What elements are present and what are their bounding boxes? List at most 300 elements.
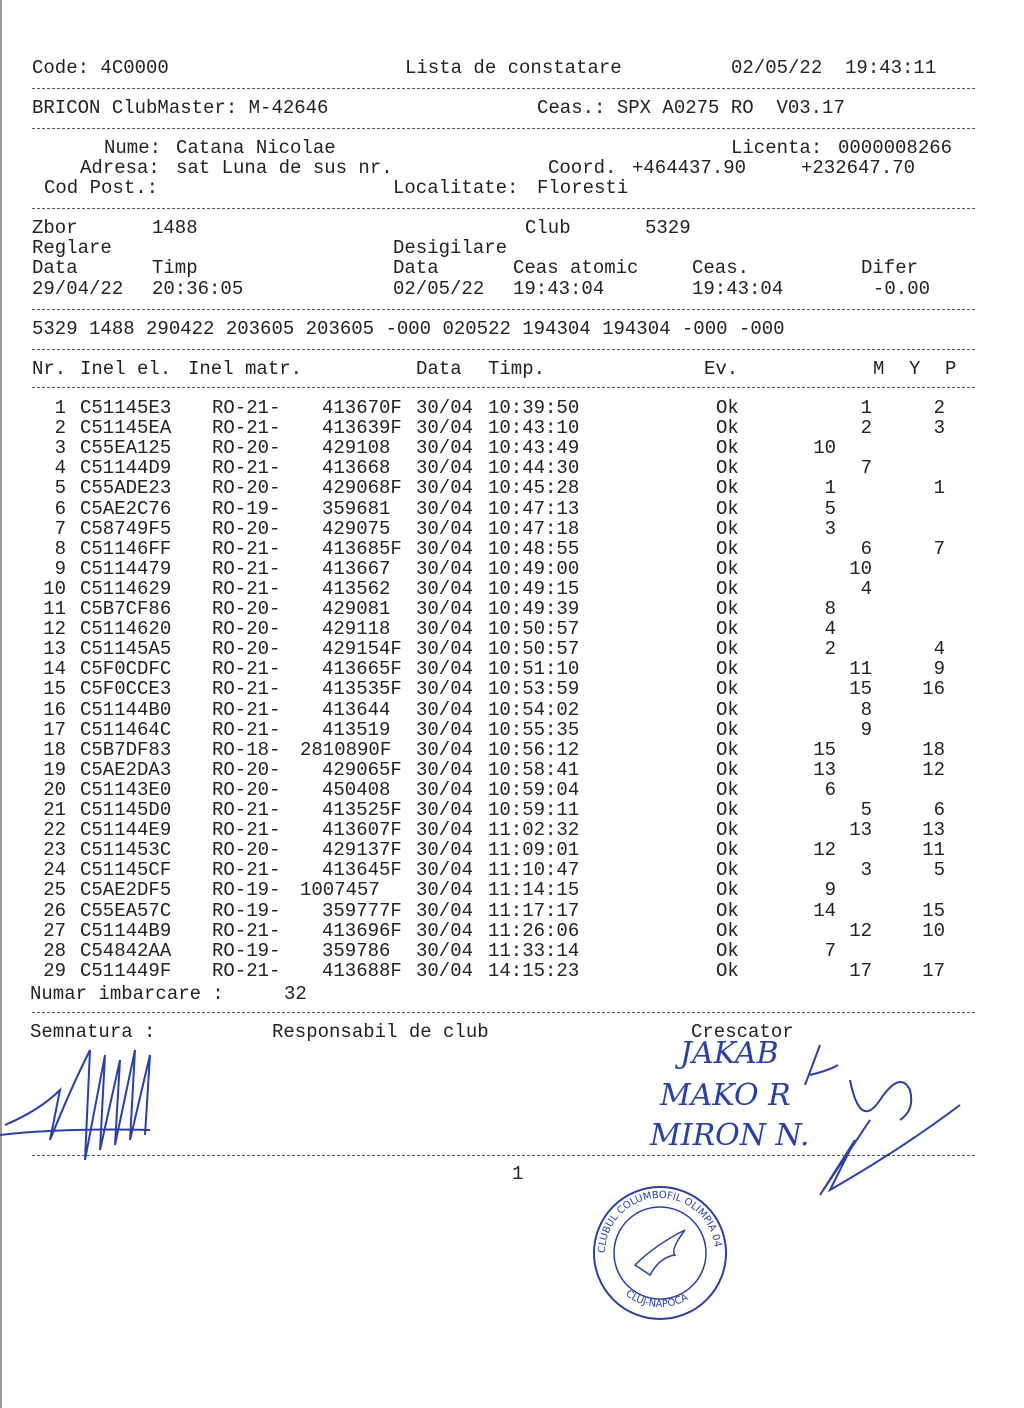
- row-m: 15: [813, 738, 836, 761]
- row-date: 30/04: [416, 839, 474, 862]
- row-time: 10:45:28: [488, 477, 580, 500]
- row-time: 10:50:57: [488, 618, 580, 641]
- row-inel-el: C5114629: [80, 577, 172, 600]
- row-y: 13: [849, 819, 872, 842]
- row-nr: 16: [43, 698, 66, 721]
- row-matr-prefix: RO-20-: [212, 437, 281, 460]
- row-matr-number: 359786: [322, 939, 391, 962]
- col-ev: Ev.: [704, 358, 739, 380]
- row-p: 6: [933, 799, 945, 821]
- row-p: 7: [933, 537, 945, 560]
- row-matr-prefix: RO-20-: [212, 618, 281, 641]
- row-time: 11:02:32: [488, 819, 580, 842]
- row-date: 30/04: [416, 859, 474, 882]
- responsabil-label: Responsabil de club: [272, 1021, 489, 1043]
- code: Code: 4C0000: [32, 57, 169, 79]
- row-nr: 11: [43, 598, 66, 620]
- row-date: 30/04: [416, 618, 474, 641]
- row-nr: 6: [54, 497, 66, 520]
- divider: [32, 208, 975, 209]
- row-m: 5: [824, 497, 836, 520]
- row-m: 1: [824, 477, 836, 500]
- row-inel-el: C51145A5: [80, 638, 172, 661]
- row-time: 10:47:13: [488, 497, 580, 520]
- row-m: 8: [824, 598, 836, 620]
- locality: Floresti: [537, 177, 629, 199]
- row-time: 10:43:10: [488, 417, 580, 440]
- row-p: 4: [933, 638, 945, 661]
- desigilare-date: 02/05/22: [393, 278, 485, 300]
- document-title: Lista de constatare: [405, 57, 622, 79]
- row-p: 15: [922, 899, 945, 922]
- row-matr-number: 359681: [322, 497, 391, 520]
- row-matr-number: 429068F: [322, 477, 402, 500]
- row-inel-el: C51145E3: [80, 397, 172, 419]
- row-matr-prefix: RO-20-: [212, 477, 281, 500]
- row-y: 17: [849, 959, 872, 982]
- col-inel-el: Inel el.: [80, 358, 172, 380]
- row-matr-number: 429118: [322, 618, 391, 641]
- row-matr-prefix: RO-19-: [212, 497, 281, 520]
- row-time: 10:47:18: [488, 517, 580, 540]
- row-p: 16: [922, 678, 945, 701]
- reglare-time: 20:36:05: [152, 278, 244, 300]
- row-ev: Ok: [716, 457, 739, 480]
- divider: [32, 128, 975, 129]
- row-matr-number: 413670F: [322, 397, 402, 419]
- row-time: 11:14:15: [488, 879, 580, 902]
- row-time: 10:56:12: [488, 738, 580, 761]
- row-nr: 24: [43, 859, 66, 882]
- row-p: 2: [933, 397, 945, 419]
- imbarcare-count: 32: [284, 983, 307, 1005]
- row-nr: 17: [43, 718, 66, 741]
- row-ev: Ok: [716, 437, 739, 460]
- row-nr: 5: [54, 477, 66, 500]
- row-inel-el: C51146FF: [80, 537, 172, 560]
- licence-number: 0000008266: [838, 137, 953, 159]
- row-date: 30/04: [416, 678, 474, 701]
- row-m: 9: [824, 879, 836, 902]
- club-value: 5329: [645, 217, 691, 239]
- row-nr: 1: [54, 397, 66, 419]
- row-inel-el: C5B7DF83: [80, 738, 172, 761]
- row-inel-el: C51144D9: [80, 457, 172, 480]
- row-matr-number: 429137F: [322, 839, 402, 862]
- reglare-label: Reglare: [32, 237, 112, 259]
- row-inel-el: C51145CF: [80, 859, 172, 882]
- handwritten-name: MIRON N.: [650, 1118, 810, 1153]
- row-matr-prefix: RO-19-: [212, 939, 281, 962]
- row-matr-prefix: RO-21-: [212, 799, 281, 821]
- row-matr-prefix: RO-21-: [212, 397, 281, 419]
- row-matr-number: 413696F: [322, 919, 402, 942]
- semnatura-label: Semnatura :: [30, 1021, 156, 1043]
- col-y: Y: [909, 358, 921, 380]
- row-time: 10:39:50: [488, 397, 580, 419]
- clock-time: 19:43:04: [692, 278, 784, 300]
- row-inel-el: C5B7CF86: [80, 598, 172, 620]
- row-inel-el: C5114620: [80, 618, 172, 641]
- row-date: 30/04: [416, 919, 474, 942]
- row-inel-el: C5AE2DF5: [80, 879, 172, 902]
- row-m: 6: [824, 778, 836, 801]
- row-nr: 18: [43, 738, 66, 761]
- row-matr-prefix: RO-20-: [212, 598, 281, 620]
- row-ev: Ok: [716, 577, 739, 600]
- row-ev: Ok: [716, 899, 739, 922]
- owner-name: Catana Nicolae: [176, 137, 336, 159]
- crescator-label: Crescator: [691, 1021, 794, 1043]
- row-ev: Ok: [716, 738, 739, 761]
- locality-label: Localitate:: [393, 177, 519, 199]
- row-ev: Ok: [716, 417, 739, 440]
- row-nr: 10: [43, 577, 66, 600]
- row-date: 30/04: [416, 738, 474, 761]
- row-matr-number: 413688F: [322, 959, 402, 982]
- row-p: 5: [933, 859, 945, 882]
- row-date: 30/04: [416, 397, 474, 419]
- row-matr-prefix: RO-21-: [212, 959, 281, 982]
- row-nr: 22: [43, 819, 66, 842]
- row-nr: 29: [43, 959, 66, 982]
- row-matr-prefix: RO-21-: [212, 919, 281, 942]
- row-matr-prefix: RO-20-: [212, 758, 281, 781]
- row-date: 30/04: [416, 939, 474, 962]
- row-y: 11: [849, 658, 872, 681]
- row-matr-prefix: RO-21-: [212, 537, 281, 560]
- row-matr-number: 413562: [322, 577, 391, 600]
- row-y: 3: [860, 859, 872, 882]
- row-date: 30/04: [416, 497, 474, 520]
- row-date: 30/04: [416, 658, 474, 681]
- row-m: 7: [824, 939, 836, 962]
- divider: [32, 349, 975, 350]
- row-m: 14: [813, 899, 836, 922]
- divider: [32, 387, 975, 388]
- divider: [32, 1012, 975, 1013]
- row-y: 4: [860, 577, 872, 600]
- row-matr-number: 413535F: [322, 678, 402, 701]
- row-matr-number: 429154F: [322, 638, 402, 661]
- row-ev: Ok: [716, 819, 739, 842]
- row-inel-el: C5AE2C76: [80, 497, 172, 520]
- row-nr: 9: [54, 557, 66, 580]
- row-matr-number: 413645F: [322, 859, 402, 882]
- row-time: 10:54:02: [488, 698, 580, 721]
- row-ev: Ok: [716, 517, 739, 540]
- row-y: 7: [860, 457, 872, 480]
- row-matr-prefix: RO-20-: [212, 638, 281, 661]
- row-inel-el: C55EA125: [80, 437, 172, 460]
- row-date: 30/04: [416, 698, 474, 721]
- row-inel-el: C511453C: [80, 839, 172, 862]
- row-date: 30/04: [416, 959, 474, 982]
- row-time: 14:15:23: [488, 959, 580, 982]
- row-p: 1: [933, 477, 945, 500]
- row-time: 10:59:04: [488, 778, 580, 801]
- row-inel-el: C5F0CDFC: [80, 658, 172, 681]
- zbor-value: 1488: [152, 217, 198, 239]
- row-matr-number: 413665F: [322, 658, 402, 681]
- row-ev: Ok: [716, 557, 739, 580]
- signatures: [0, 1030, 1024, 1210]
- difference: -0.00: [873, 278, 931, 300]
- row-inel-el: C511449F: [80, 959, 172, 982]
- row-date: 30/04: [416, 598, 474, 620]
- row-matr-number: 413685F: [322, 537, 402, 560]
- row-p: 9: [933, 658, 945, 681]
- club-label: Club: [525, 217, 571, 239]
- row-date: 30/04: [416, 899, 474, 922]
- row-matr-number: 450408: [322, 778, 391, 801]
- row-p: 18: [922, 738, 945, 761]
- coord-lat: +464437.90: [632, 157, 747, 179]
- row-matr-number: 413667: [322, 557, 391, 580]
- row-ev: Ok: [716, 758, 739, 781]
- col-p: P: [945, 358, 957, 380]
- zbor-label: Zbor: [32, 217, 78, 239]
- row-ev: Ok: [716, 959, 739, 982]
- svg-text:CLUBUL COLUMBOFIL OLIMPIA 04: CLUBUL COLUMBOFIL OLIMPIA 04: [596, 1189, 723, 1254]
- clock-id: Ceas.: SPX A0275 RO V03.17: [537, 97, 845, 119]
- row-p: 17: [922, 959, 945, 982]
- row-nr: 21: [43, 799, 66, 821]
- row-matr-number: 413639F: [322, 417, 402, 440]
- row-inel-el: C55EA57C: [80, 899, 172, 922]
- row-time: 11:10:47: [488, 859, 580, 882]
- row-inel-el: C511464C: [80, 718, 172, 741]
- address-label: Adresa:: [80, 157, 160, 179]
- row-inel-el: C5114479: [80, 557, 172, 580]
- row-ev: Ok: [716, 778, 739, 801]
- row-date: 30/04: [416, 758, 474, 781]
- signature-left: [0, 1050, 150, 1160]
- desigilare-label: Desigilare: [393, 237, 508, 259]
- dove-icon: [635, 1230, 685, 1275]
- row-matr-number: 429065F: [322, 758, 402, 781]
- row-p: 12: [922, 758, 945, 781]
- row-y: 6: [860, 537, 872, 560]
- row-time: 10:50:57: [488, 638, 580, 661]
- row-matr-number: 413644: [322, 698, 391, 721]
- row-inel-el: C5F0CCE3: [80, 678, 172, 701]
- row-y: 15: [849, 678, 872, 701]
- row-ev: Ok: [716, 919, 739, 942]
- row-ev: Ok: [716, 839, 739, 862]
- row-matr-prefix: RO-21-: [212, 819, 281, 842]
- row-date: 30/04: [416, 638, 474, 661]
- row-matr-prefix: RO-21-: [212, 658, 281, 681]
- row-nr: 12: [43, 618, 66, 641]
- atomic-time: 19:43:04: [513, 278, 605, 300]
- imbarcare-label: Numar imbarcare :: [30, 983, 224, 1005]
- row-inel-el: C51144E9: [80, 819, 172, 842]
- col-m: M: [873, 358, 885, 380]
- row-y: 2: [860, 417, 872, 440]
- row-matr-prefix: RO-21-: [212, 457, 281, 480]
- handwritten-name: JAKAB: [680, 1036, 779, 1071]
- row-time: 11:26:06: [488, 919, 580, 942]
- row-matr-prefix: RO-21-: [212, 417, 281, 440]
- coord-label: Coord.: [548, 157, 617, 179]
- name-label: Nume:: [104, 137, 162, 159]
- row-matr-prefix: RO-21-: [212, 557, 281, 580]
- row-time: 11:09:01: [488, 839, 580, 862]
- row-ev: Ok: [716, 598, 739, 620]
- row-date: 30/04: [416, 778, 474, 801]
- row-nr: 20: [43, 778, 66, 801]
- row-time: 10:51:10: [488, 658, 580, 681]
- row-nr: 4: [54, 457, 66, 480]
- row-time: 10:49:39: [488, 598, 580, 620]
- row-matr-prefix: RO-19-: [212, 899, 281, 922]
- row-time: 11:33:14: [488, 939, 580, 962]
- row-inel-el: C51145D0: [80, 799, 172, 821]
- row-ev: Ok: [716, 397, 739, 419]
- row-nr: 27: [43, 919, 66, 942]
- row-y: 12: [849, 919, 872, 942]
- row-date: 30/04: [416, 557, 474, 580]
- row-p: 10: [922, 919, 945, 942]
- row-date: 30/04: [416, 799, 474, 821]
- difer-label: Difer: [861, 257, 919, 279]
- row-inel-el: C51145EA: [80, 417, 172, 440]
- row-ev: Ok: [716, 658, 739, 681]
- row-date: 30/04: [416, 517, 474, 540]
- row-ev: Ok: [716, 497, 739, 520]
- col-inel-matr: Inel matr.: [188, 358, 303, 380]
- row-matr-prefix: RO-20-: [212, 517, 281, 540]
- row-inel-el: C55ADE23: [80, 477, 172, 500]
- row-matr-prefix: RO-21-: [212, 577, 281, 600]
- row-p: 3: [933, 417, 945, 440]
- row-y: 9: [860, 718, 872, 741]
- row-time: 10:53:59: [488, 678, 580, 701]
- row-date: 30/04: [416, 417, 474, 440]
- atomic-label: Ceas atomic: [513, 257, 639, 279]
- row-matr-prefix: RO-21-: [212, 678, 281, 701]
- row-time: 10:44:30: [488, 457, 580, 480]
- signature-right: [805, 1045, 960, 1195]
- row-matr-prefix: RO-18-: [212, 738, 281, 761]
- row-matr-number: 413525F: [322, 799, 402, 821]
- row-m: 13: [813, 758, 836, 781]
- row-ev: Ok: [716, 698, 739, 721]
- row-nr: 23: [43, 839, 66, 862]
- row-m: 2: [824, 638, 836, 661]
- row-time: 10:49:15: [488, 577, 580, 600]
- row-y: 8: [860, 698, 872, 721]
- row-nr: 14: [43, 658, 66, 681]
- row-matr-number: 2810890F: [300, 738, 392, 761]
- row-inel-el: C54842AA: [80, 939, 172, 962]
- row-nr: 26: [43, 899, 66, 922]
- row-ev: Ok: [716, 678, 739, 701]
- row-ev: Ok: [716, 939, 739, 962]
- svg-text:CLUJ-NAPOCA: CLUJ-NAPOCA: [623, 1288, 691, 1311]
- row-ev: Ok: [716, 859, 739, 882]
- licence-label: Licenta:: [731, 137, 823, 159]
- row-date: 30/04: [416, 537, 474, 560]
- row-time: 10:48:55: [488, 537, 580, 560]
- row-matr-prefix: RO-20-: [212, 778, 281, 801]
- row-time: 10:59:11: [488, 799, 580, 821]
- row-m: 12: [813, 839, 836, 862]
- row-nr: 2: [54, 417, 66, 440]
- row-y: 1: [860, 397, 872, 419]
- row-ev: Ok: [716, 638, 739, 661]
- row-matr-number: 413519: [322, 718, 391, 741]
- timp-label: Timp: [152, 257, 198, 279]
- data2-label: Data: [393, 257, 439, 279]
- code-line: 5329 1488 290422 203605 203605 -000 020522 194304 194304 -000 -000: [32, 318, 785, 340]
- row-matr-number: 1007457: [300, 879, 380, 902]
- row-time: 10:58:41: [488, 758, 580, 781]
- row-nr: 8: [54, 537, 66, 560]
- data-label: Data: [32, 257, 78, 279]
- row-matr-prefix: RO-21-: [212, 698, 281, 721]
- row-nr: 15: [43, 678, 66, 701]
- col-timp: Timp.: [488, 358, 546, 380]
- club-stamp: [585, 1185, 735, 1325]
- row-matr-number: 413668: [322, 457, 391, 480]
- row-date: 30/04: [416, 457, 474, 480]
- row-matr-number: 429075: [322, 517, 391, 540]
- row-date: 30/04: [416, 879, 474, 902]
- row-date: 30/04: [416, 477, 474, 500]
- owner-address: sat Luna de sus nr.: [176, 157, 393, 179]
- row-inel-el: C58749F5: [80, 517, 172, 540]
- row-ev: Ok: [716, 799, 739, 821]
- row-matr-prefix: RO-21-: [212, 718, 281, 741]
- row-matr-prefix: RO-21-: [212, 859, 281, 882]
- col-data: Data: [416, 358, 462, 380]
- row-nr: 28: [43, 939, 66, 962]
- postcode-label: Cod Post.:: [44, 177, 159, 199]
- row-time: 10:55:35: [488, 718, 580, 741]
- print-datetime: 02/05/22 19:43:11: [731, 57, 937, 79]
- row-matr-number: 413607F: [322, 819, 402, 842]
- clubmaster-id: BRICON ClubMaster: M-42646: [32, 97, 329, 119]
- row-date: 30/04: [416, 819, 474, 842]
- row-matr-number: 359777F: [322, 899, 402, 922]
- row-inel-el: C51144B0: [80, 698, 172, 721]
- row-matr-number: 429081: [322, 598, 391, 620]
- row-y: 5: [860, 799, 872, 821]
- row-y: 10: [849, 557, 872, 580]
- row-nr: 3: [54, 437, 66, 460]
- row-matr-prefix: RO-20-: [212, 839, 281, 862]
- reglare-date: 29/04/22: [32, 278, 124, 300]
- row-m: 10: [813, 437, 836, 460]
- row-nr: 19: [43, 758, 66, 781]
- divider: [32, 309, 975, 310]
- divider: [32, 88, 975, 89]
- page-number: 1: [512, 1163, 524, 1185]
- row-inel-el: C51143E0: [80, 778, 172, 801]
- ceas-label: Ceas.: [692, 257, 750, 279]
- row-date: 30/04: [416, 577, 474, 600]
- row-nr: 13: [43, 638, 66, 661]
- row-ev: Ok: [716, 477, 739, 500]
- row-inel-el: C5AE2DA3: [80, 758, 172, 781]
- row-inel-el: C51144B9: [80, 919, 172, 942]
- row-m: 4: [824, 618, 836, 641]
- row-ev: Ok: [716, 618, 739, 641]
- row-matr-number: 429108: [322, 437, 391, 460]
- row-time: 11:17:17: [488, 899, 580, 922]
